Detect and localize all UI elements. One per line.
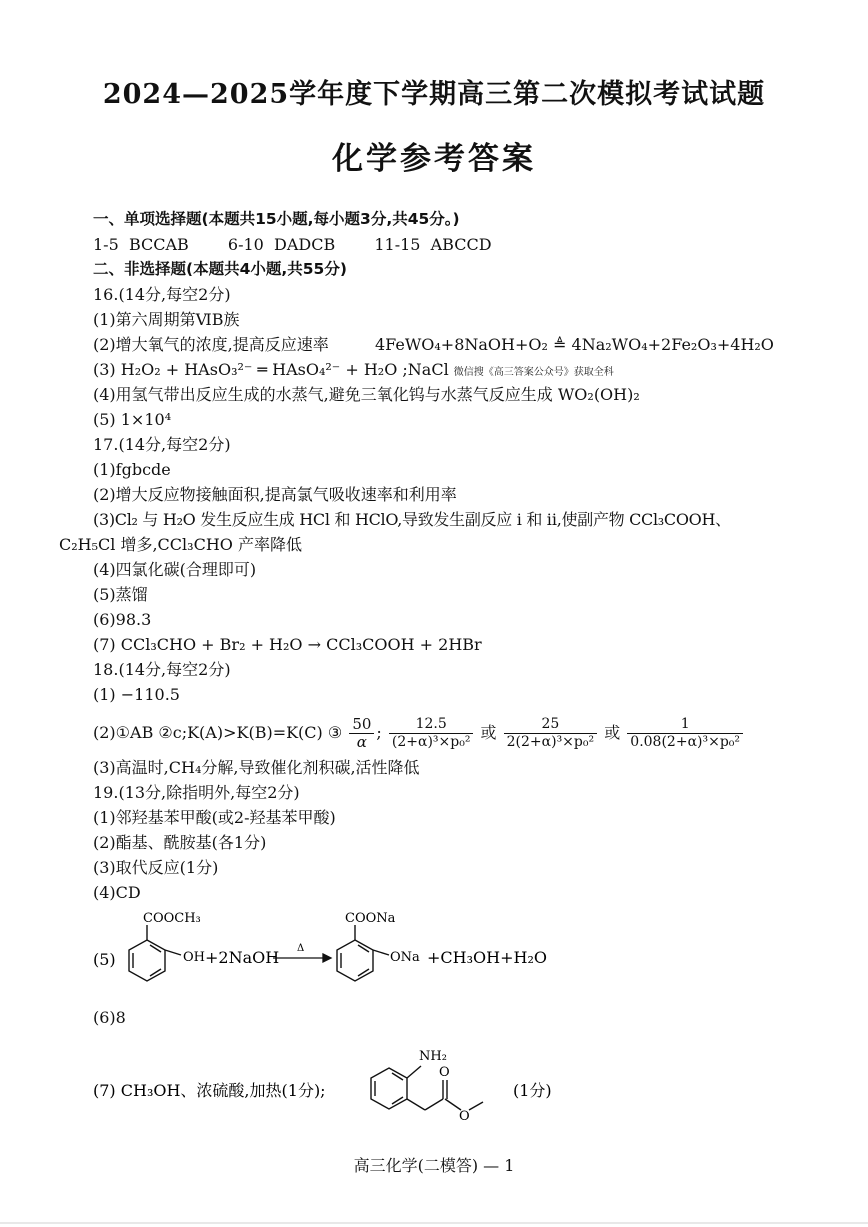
q19-answer-7-text: (7) CH₃OH、浓硫酸,加热(1分); bbox=[93, 1081, 326, 1100]
q19-answer-2: (2)酯基、酰胺基(各1分) bbox=[93, 833, 267, 852]
fraction-4 bbox=[627, 716, 743, 751]
fraction-4-numerator: 1 bbox=[627, 716, 743, 734]
carbonyl-oxygen: O bbox=[439, 1065, 450, 1080]
q16-answer-5: (5) 1×10⁴ bbox=[93, 410, 172, 429]
reactant-ester-group: COOCH₃ bbox=[143, 911, 201, 926]
q19-header: 19.(13分,除指明外,每空2分) bbox=[93, 783, 300, 802]
q17-answer-5: (5)蒸馏 bbox=[93, 585, 148, 604]
q19-answer-4: (4)CD bbox=[93, 883, 141, 902]
q17-answer-7: (7) CCl₃CHO + Br₂ + H₂O → CCl₃COOH + 2HBr bbox=[93, 635, 482, 654]
q17-answer-1: (1)fgbcde bbox=[93, 460, 171, 479]
q17-answer-6: (6)98.3 bbox=[93, 610, 152, 629]
fraction-1-numerator: 50 bbox=[349, 716, 374, 734]
product-benzene-ring bbox=[337, 925, 389, 981]
q19-answer-5-reaction bbox=[93, 905, 813, 1001]
or-word-1: 或 bbox=[480, 723, 497, 742]
q18-answer-2-prefix: (2)①AB ②c;K(A)>K(B)=K(C) ③ bbox=[93, 723, 343, 742]
q17-answer-3-line2: C₂H₅Cl 增多,CCl₃CHO 产率降低 bbox=[59, 535, 302, 554]
reagent-naoh: +2NaOH bbox=[205, 948, 280, 967]
q18-answer-2 bbox=[93, 711, 813, 755]
mc-range-1: 1-5 bbox=[93, 235, 119, 254]
mc-range-3: 11-15 bbox=[374, 235, 421, 254]
q19-answer-7 bbox=[93, 1036, 813, 1136]
fraction-separator: ; bbox=[376, 723, 382, 742]
q17-answer-4: (4)四氯化碳(合理即可) bbox=[93, 560, 257, 579]
product-carboxylate-group: COONa bbox=[345, 911, 396, 926]
q16-answer-3 bbox=[93, 357, 813, 382]
q16-answer-2 bbox=[93, 332, 813, 357]
q19-answer-6: (6)8 bbox=[93, 1008, 126, 1027]
q17-header: 17.(14分,每空2分) bbox=[93, 435, 231, 454]
document-subtitle: 化学参考答案 bbox=[332, 141, 536, 177]
section1-heading: 一、单项选择题(本题共15小题,每小题3分,共45分。) bbox=[93, 210, 460, 228]
mc-letters-2: DADCB bbox=[274, 235, 336, 254]
reactant-benzene-ring bbox=[129, 925, 181, 981]
q17-answer-3-line1: (3)Cl₂ 与 H₂O 发生反应生成 HCl 和 HClO,导致发生副反应 ⅰ 和 ⅱ,使副产物 CCl₃COOH、 bbox=[93, 510, 731, 529]
mc-letters-3: ABCCD bbox=[430, 235, 492, 254]
q17-answer-2: (2)增大反应物接触面积,提高氯气吸收速率和利用率 bbox=[93, 485, 457, 504]
q19-answer-1: (1)邻羟基苯甲酸(或2-羟基苯甲酸) bbox=[93, 808, 336, 827]
answer-body bbox=[59, 207, 813, 1136]
q16-answer-4: (4)用氢气带出反应生成的水蒸气,避免三氧化钨与水蒸气反应生成 WO₂(OH)₂ bbox=[93, 385, 640, 404]
q16-answer-3-equation: (3) H₂O₂ + HAsO₃²⁻ ═ HAsO₄²⁻ + H₂O ;NaCl bbox=[93, 360, 449, 379]
q16-header: 16.(14分,每空2分) bbox=[93, 285, 231, 304]
fraction-1-denominator: α bbox=[356, 733, 367, 751]
mc-answers-row bbox=[93, 232, 813, 257]
exam-title: 2024—2025学年度下学期高三第二次模拟考试试题 bbox=[102, 79, 766, 110]
q19-answer-3: (3)取代反应(1分) bbox=[93, 858, 219, 877]
q19-answer-7-score: (1分) bbox=[513, 1081, 552, 1100]
heating-condition: Δ bbox=[297, 943, 305, 954]
section2-heading: 二、非选择题(本题共4小题,共55分) bbox=[93, 260, 347, 278]
fraction-2-denominator: (2+α)³×p₀² bbox=[391, 734, 471, 750]
fraction-3-denominator: 2(2+α)³×p₀² bbox=[506, 734, 595, 750]
q19-answer-7-structure bbox=[93, 1036, 813, 1136]
fraction-3 bbox=[504, 716, 597, 751]
reaction-scheme-diagram bbox=[93, 905, 813, 1001]
product-structure-ring bbox=[371, 1066, 483, 1110]
reaction-arrow bbox=[273, 954, 331, 962]
q19-answer-5-label: (5) bbox=[93, 950, 116, 969]
fraction-2 bbox=[389, 716, 474, 751]
fraction-4-denominator: 0.08(2+α)³×p₀² bbox=[630, 734, 741, 750]
mc-letters-1: BCCAB bbox=[128, 235, 189, 254]
page-footer: 高三化学(二模答) — 1 bbox=[353, 1156, 515, 1175]
byproducts: +CH₃OH+H₂O bbox=[427, 948, 547, 967]
ester-oxygen: O bbox=[459, 1109, 470, 1124]
fraction-1 bbox=[349, 716, 374, 751]
q18-header: 18.(14分,每空2分) bbox=[93, 660, 231, 679]
mc-range-2: 6-10 bbox=[227, 235, 264, 254]
q16-answer-2-equation: 4FeWO₄+8NaOH+O₂ ≜ 4Na₂WO₄+2Fe₂O₃+4H₂O bbox=[374, 335, 774, 354]
q16-answer-2-text: (2)增大氧气的浓度,提高反应速率 bbox=[93, 335, 329, 354]
product-phenoxide-group: ONa bbox=[390, 950, 420, 965]
q18-answer-1: (1) −110.5 bbox=[93, 685, 180, 704]
or-word-2: 或 bbox=[604, 723, 621, 742]
bottom-divider bbox=[0, 1222, 868, 1224]
fraction-2-numerator: 12.5 bbox=[389, 716, 474, 734]
fraction-3-numerator: 25 bbox=[504, 716, 597, 734]
reactant-hydroxyl-group: OH bbox=[183, 950, 205, 965]
q16-answer-1: (1)第六周期第ⅥB族 bbox=[93, 310, 240, 329]
q18-answer-3: (3)高温时,CH₄分解,导致催化剂积碳,活性降低 bbox=[93, 758, 420, 777]
watermark-note: 微信搜《高三答案公众号》获取全科 bbox=[453, 367, 614, 378]
amine-group: NH₂ bbox=[419, 1049, 447, 1064]
